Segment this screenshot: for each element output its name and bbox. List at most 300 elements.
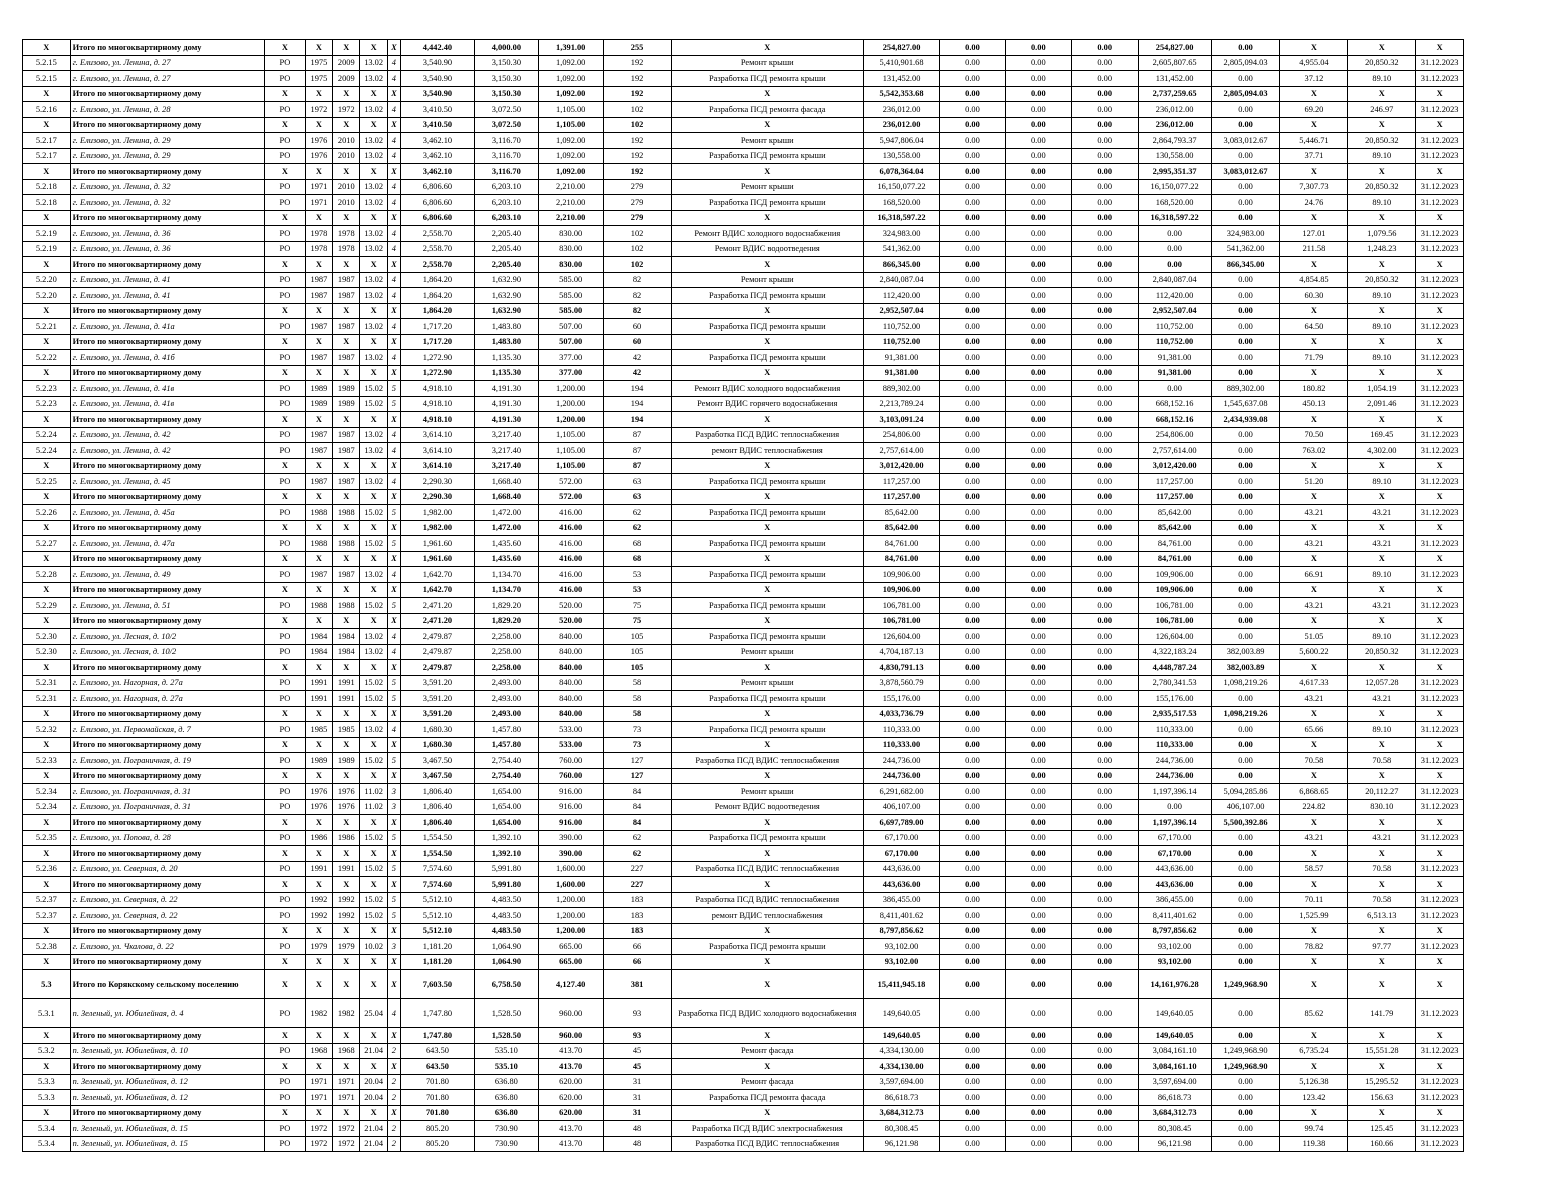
table-cell: 0.00 [1005,1090,1071,1106]
table-cell: 110,333.00 [1138,722,1211,738]
total-row [23,489,1464,505]
table-cell: X [360,768,387,784]
table-cell: РО [265,179,306,195]
table-cell: 0.00 [940,567,1006,583]
table-cell: 5,991.80 [474,861,538,877]
table-cell: X [360,412,387,428]
table-cell: 1,105.00 [538,427,603,443]
table-cell: 31.12.2023 [1416,427,1464,443]
table-cell: 1,472.00 [474,520,538,536]
table-cell: 1,457.80 [474,722,538,738]
table-cell: Итого по многоквартирному дому [70,815,265,831]
table-cell: X [1416,768,1464,784]
table-cell: X [265,210,306,226]
table-cell: X [671,582,864,598]
table-cell: 416.00 [538,551,603,567]
table-cell: X [23,706,71,722]
table-cell: X [387,613,400,629]
table-cell: 5.2.37 [23,892,71,908]
table-cell: 0.00 [1005,691,1071,707]
table-cell: X [265,489,306,505]
table-cell: 1,982.00 [400,505,474,521]
table-cell: 840.00 [538,644,603,660]
table-cell: 31.12.2023 [1416,319,1464,335]
table-cell: 830.00 [538,241,603,257]
table-cell: 5.2.36 [23,861,71,877]
table-cell: 13.02 [360,241,387,257]
table-cell: г. Елизово, ул. Пограничная, д. 19 [70,753,265,769]
table-cell: 2,805,094.03 [1211,86,1280,102]
table-cell: X [1416,737,1464,753]
table-cell: 0.00 [1211,210,1280,226]
table-cell: 0.00 [1071,412,1138,428]
table-cell: 0.00 [1071,381,1138,397]
table-cell: 0.00 [1211,551,1280,567]
table-cell: 5 [387,505,400,521]
table-cell: 1,528.50 [474,999,538,1028]
table-cell: 236,012.00 [1138,102,1211,118]
table-cell: X [23,210,71,226]
table-cell: 31.12.2023 [1416,722,1464,738]
table-cell: 65.66 [1280,722,1348,738]
table-cell: 1976 [305,148,332,164]
table-cell: 0.00 [940,443,1006,459]
table-cell: 58 [603,706,671,722]
table-cell: X [1348,303,1416,319]
table-cell: 0.00 [940,799,1006,815]
table-cell: 541,362.00 [864,241,940,257]
table-cell: 85,642.00 [864,520,940,536]
table-cell: 102 [603,226,671,242]
table-cell: 0.00 [1005,288,1071,304]
table-cell: Ремонт крыши [671,784,864,800]
table-cell: 160.66 [1348,1136,1416,1152]
table-row [23,288,1464,304]
table-cell: 1,134.70 [474,567,538,583]
table-cell: 91,381.00 [864,365,940,381]
table-cell: 1,092.00 [538,55,603,71]
table-cell: X [1348,613,1416,629]
table-cell: 8,411,401.62 [1138,908,1211,924]
table-cell: 1988 [333,598,360,614]
table-cell: X [305,164,332,180]
table-cell: 192 [603,55,671,71]
table-cell: X [1348,923,1416,939]
table-cell: 5.2.31 [23,691,71,707]
table-cell: 20,850.32 [1348,644,1416,660]
table-cell: X [360,303,387,319]
table-cell: 2,757,614.00 [864,443,940,459]
table-cell: 42 [603,365,671,381]
table-cell: г. Елизово, ул. Ленина, д. 29 [70,148,265,164]
table-row [23,272,1464,288]
table-cell: 5,512.10 [400,892,474,908]
table-cell: 0.00 [1071,319,1138,335]
table-cell: 62 [603,846,671,862]
table-cell: X [1348,660,1416,676]
table-cell: Итого по многоквартирному дому [70,520,265,536]
table-cell: 5.3.4 [23,1121,71,1137]
table-cell: 70.58 [1280,753,1348,769]
table-cell: 0.00 [940,784,1006,800]
table-cell: X [265,970,306,999]
table-cell: X [360,334,387,350]
table-cell: Итого по многоквартирному дому [70,954,265,970]
table-cell: 123.42 [1280,1090,1348,1106]
table-cell: Итого по многоквартирному дому [70,334,265,350]
table-cell: 0.00 [1211,939,1280,955]
table-cell: 4 [387,474,400,490]
table-cell: РО [265,350,306,366]
table-cell: 13.02 [360,722,387,738]
table-cell: 11.02 [360,784,387,800]
table-cell: 665.00 [538,954,603,970]
table-cell: X [360,660,387,676]
table-cell: 13.02 [360,102,387,118]
table-cell: г. Елизово, ул. Ленина, д. 41в [70,396,265,412]
table-cell: 5.2.16 [23,102,71,118]
table-cell: 13.02 [360,288,387,304]
table-cell: 0.00 [1005,319,1071,335]
table-cell: 840.00 [538,660,603,676]
table-cell: 5.2.30 [23,644,71,660]
table-cell: 86,618.73 [1138,1090,1211,1106]
table-cell: п. Зеленый, ул. Юбилейная, д. 12 [70,1074,265,1090]
total-row [23,334,1464,350]
table-cell: 3,116.70 [474,164,538,180]
table-cell: 4 [387,427,400,443]
table-cell: 4 [387,319,400,335]
table-cell: 31.12.2023 [1416,288,1464,304]
table-cell: X [265,846,306,862]
table-cell: 1989 [305,381,332,397]
table-cell: X [305,582,332,598]
table-cell: X [1280,257,1348,273]
table-cell: X [671,923,864,939]
table-cell: 2,479.87 [400,660,474,676]
table-row [23,241,1464,257]
table-cell: 0.00 [1071,815,1138,831]
table-cell: Итого по многоквартирному дому [70,613,265,629]
table-cell: 236,012.00 [1138,117,1211,133]
table-cell: X [1348,210,1416,226]
table-cell: 0.00 [1005,117,1071,133]
table-cell: РО [265,1090,306,1106]
table-cell: 0.00 [1071,1028,1138,1044]
table-cell: 533.00 [538,722,603,738]
table-cell: X [1416,613,1464,629]
table-cell: 13.02 [360,644,387,660]
table-cell: 13.02 [360,195,387,211]
table-cell: 3,467.50 [400,753,474,769]
table-cell: 0.00 [1005,1105,1071,1121]
table-cell: 643.50 [400,1043,474,1059]
table-cell: X [23,954,71,970]
table-cell: 3,597,694.00 [1138,1074,1211,1090]
table-cell: Итого по многоквартирному дому [70,365,265,381]
table-cell: 0.00 [1211,148,1280,164]
table-cell: 0.00 [1211,691,1280,707]
table-cell: п. Зеленый, ул. Юбилейная, д. 12 [70,1090,265,1106]
table-cell: 0.00 [1005,999,1071,1028]
table-cell: X [671,520,864,536]
table-body [23,40,1464,1152]
table-cell: 15.02 [360,675,387,691]
table-cell: 2,952,507.04 [1138,303,1211,319]
table-cell: X [387,768,400,784]
table-cell: 1,391.00 [538,40,603,56]
table-cell: 1988 [333,536,360,552]
table-cell: 572.00 [538,489,603,505]
table-cell: 89.10 [1348,195,1416,211]
table-cell: РО [265,148,306,164]
table-cell: 620.00 [538,1074,603,1090]
table-cell: 840.00 [538,691,603,707]
table-cell: Ремонт крыши [671,644,864,660]
table-cell: X [387,877,400,893]
table-cell: X [671,660,864,676]
table-cell: 183 [603,923,671,939]
table-cell: X [360,954,387,970]
table-cell: г. Елизово, ул. Ленина, д. 29 [70,133,265,149]
table-cell: 244,736.00 [864,753,940,769]
table-cell: X [1416,923,1464,939]
table-cell: РО [265,644,306,660]
table-cell: 0.00 [940,396,1006,412]
table-cell: 0.00 [940,257,1006,273]
table-cell: 0.00 [940,148,1006,164]
table-cell: 13.02 [360,319,387,335]
table-cell: 4,704,187.13 [864,644,940,660]
table-cell: 0.00 [1005,164,1071,180]
table-cell: 0.00 [940,334,1006,350]
table-cell: 0.00 [940,164,1006,180]
table-cell: 0.00 [1071,86,1138,102]
table-cell: 31.12.2023 [1416,830,1464,846]
table-cell: X [671,489,864,505]
table-cell: 6,513.13 [1348,908,1416,924]
table-cell: 246.97 [1348,102,1416,118]
table-cell: 1984 [333,644,360,660]
table-cell: 0.00 [1071,1090,1138,1106]
table-cell: X [671,365,864,381]
table-cell: X [1280,164,1348,180]
table-cell: 416.00 [538,520,603,536]
table-cell: 89.10 [1348,567,1416,583]
table-cell: 0.00 [1005,908,1071,924]
table-cell: 4,918.10 [400,381,474,397]
table-row [23,892,1464,908]
table-cell: 1989 [333,396,360,412]
table-cell: 1976 [305,799,332,815]
table-cell: 5,512.10 [400,923,474,939]
table-cell: 31.12.2023 [1416,272,1464,288]
table-cell: 102 [603,102,671,118]
table-cell: 0.00 [1005,334,1071,350]
table-cell: 0.00 [1211,288,1280,304]
table-cell: X [387,551,400,567]
table-cell: 2,290.30 [400,489,474,505]
table-cell: 6,806.60 [400,195,474,211]
table-cell: X [23,520,71,536]
table-cell: РО [265,195,306,211]
total-row [23,117,1464,133]
table-cell: 1971 [305,1090,332,1106]
table-cell: 0.00 [1005,241,1071,257]
table-cell: 1,092.00 [538,164,603,180]
table-cell: 0.00 [1071,1121,1138,1137]
table-cell: X [1416,210,1464,226]
table-cell: X [360,117,387,133]
table-cell: X [1280,613,1348,629]
table-cell: 1,668.40 [474,474,538,490]
table-cell: 110,333.00 [864,722,940,738]
table-cell: 91,381.00 [1138,365,1211,381]
table-cell: 0.00 [940,350,1006,366]
table-cell: 43.21 [1280,691,1348,707]
table-cell: 1992 [333,892,360,908]
table-cell: г. Елизово, ул. Северная, д. 22 [70,908,265,924]
table-cell: г. Елизово, ул. Ленина, д. 42 [70,443,265,459]
table-cell: 1,079.56 [1348,226,1416,242]
table-cell: 5.3.3 [23,1090,71,1106]
table-cell: 0.00 [1005,582,1071,598]
table-cell: 112,420.00 [1138,288,1211,304]
table-cell: 2010 [333,148,360,164]
table-cell: X [1416,815,1464,831]
table-cell: X [1348,970,1416,999]
table-cell: 254,827.00 [864,40,940,56]
table-cell: 730.90 [474,1121,538,1137]
table-cell: X [671,706,864,722]
table-cell: 5.2.21 [23,319,71,335]
table-cell: Ремонт крыши [671,179,864,195]
total-row [23,660,1464,676]
table-cell: 5 [387,598,400,614]
table-cell: 6,735.24 [1280,1043,1348,1059]
table-cell: 0.00 [940,458,1006,474]
table-cell: X [265,1028,306,1044]
table-cell: 0.00 [1071,148,1138,164]
table-cell: 82 [603,303,671,319]
table-cell: 102 [603,117,671,133]
table-cell: 155,176.00 [1138,691,1211,707]
table-cell: X [1280,520,1348,536]
table-cell: 75 [603,613,671,629]
table-cell: 1968 [305,1043,332,1059]
table-cell: 63 [603,489,671,505]
table-cell: 0.00 [940,381,1006,397]
table-cell: 0.00 [940,489,1006,505]
table-cell: 31.12.2023 [1416,1074,1464,1090]
table-cell: X [23,1105,71,1121]
table-cell: Разработка ПСД ремонта крыши [671,505,864,521]
table-cell: 4,000.00 [474,40,538,56]
table-cell: 0.00 [940,303,1006,319]
table-cell: 5.2.27 [23,536,71,552]
table-cell: 31 [603,1090,671,1106]
table-cell: Итого по многоквартирному дому [70,923,265,939]
table-cell: 5.2.35 [23,830,71,846]
table-cell: 0.00 [940,644,1006,660]
table-cell: Итого по многоквартирному дому [70,412,265,428]
table-row [23,629,1464,645]
table-row [23,350,1464,366]
table-cell: РО [265,536,306,552]
table-cell: 1,249,968.90 [1211,970,1280,999]
table-cell: X [333,334,360,350]
table-cell: X [1280,86,1348,102]
table-cell: Ремонт ВДИС холодного водоснабжения [671,226,864,242]
table-cell: Ремонт ВДИС водоотведения [671,799,864,815]
table-cell: 2,780,341.53 [1138,675,1211,691]
table-cell: 585.00 [538,272,603,288]
table-cell: г. Елизово, ул. Ленина, д. 49 [70,567,265,583]
table-cell: 31.12.2023 [1416,753,1464,769]
table-cell: X [23,815,71,831]
table-cell: г. Елизово, ул. Ленина, д. 36 [70,226,265,242]
table-cell: 117,257.00 [1138,474,1211,490]
table-cell: 1,528.50 [474,1028,538,1044]
table-row [23,1121,1464,1137]
table-cell: 1,632.90 [474,272,538,288]
table-cell: 416.00 [538,505,603,521]
table-row [23,102,1464,118]
table-cell: X [23,768,71,784]
table-cell: 3 [387,784,400,800]
table-cell: 60.30 [1280,288,1348,304]
total-row [23,210,1464,226]
table-cell: 0.00 [1071,892,1138,908]
table-cell: 0.00 [1211,365,1280,381]
table-cell: 5,094,285.86 [1211,784,1280,800]
table-cell: 413.70 [538,1043,603,1059]
table-cell: X [1416,877,1464,893]
table-cell: 149,640.05 [864,999,940,1028]
table-cell: 0.00 [1211,458,1280,474]
table-cell: 58.57 [1280,861,1348,877]
table-cell: X [333,613,360,629]
table-cell: 3,614.10 [400,443,474,459]
table-cell: 3 [387,799,400,815]
table-cell: 31.12.2023 [1416,675,1464,691]
table-cell: 0.00 [1071,613,1138,629]
table-row [23,133,1464,149]
table-cell: 1,197,396.14 [1138,815,1211,831]
table-cell: 0.00 [1005,272,1071,288]
table-cell: 0.00 [1211,1105,1280,1121]
table-cell: 168,520.00 [864,195,940,211]
table-cell: X [1416,520,1464,536]
table-cell: X [265,257,306,273]
table-cell: X [1416,489,1464,505]
table-cell: 416.00 [538,536,603,552]
table-cell: X [671,970,864,999]
table-cell: г. Елизово, ул. Ленина, д. 27 [70,71,265,87]
table-cell: 24.76 [1280,195,1348,211]
table-cell: X [360,86,387,102]
table-cell: 377.00 [538,365,603,381]
table-cell: 4 [387,350,400,366]
table-cell: 0.00 [1211,350,1280,366]
table-cell: 1988 [305,505,332,521]
table-cell: X [671,86,864,102]
table-cell: 0.00 [1211,830,1280,846]
table-cell: 31.12.2023 [1416,799,1464,815]
table-cell: 48 [603,1136,671,1152]
table-cell: 20,850.32 [1348,133,1416,149]
table-cell: X [305,1059,332,1075]
